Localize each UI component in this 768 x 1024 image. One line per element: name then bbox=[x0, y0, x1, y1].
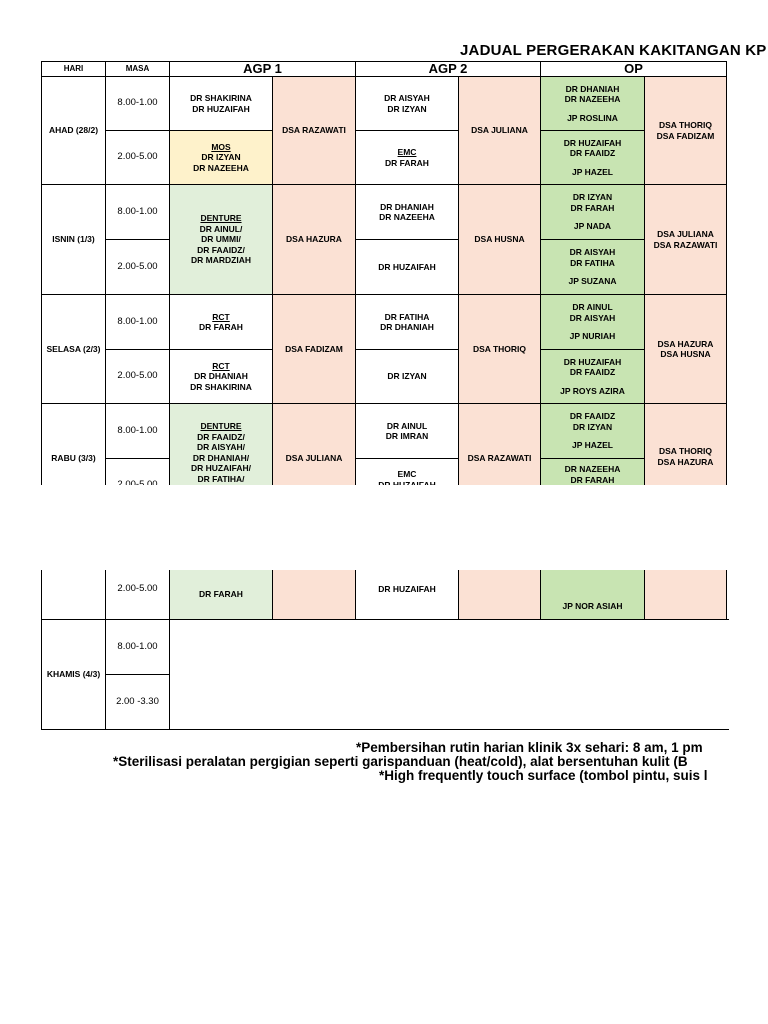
staff: DR HUZAIFAH bbox=[563, 137, 622, 148]
khamis-empty-block bbox=[169, 619, 729, 730]
agp2-slot bbox=[355, 403, 459, 459]
staff: DR FATIHA/ bbox=[197, 473, 245, 484]
note-cleaning: *Pembersihan rutin harian klinik 3x sehari: 8 am, 1 pm bbox=[356, 740, 703, 755]
agp2-dsa: DSA THORIQ bbox=[458, 294, 541, 404]
staff: DR IZYAN bbox=[387, 103, 427, 114]
jp-staff: JP NURIAH bbox=[569, 331, 616, 342]
staff: DSA RAZAWATI bbox=[467, 453, 532, 463]
staff: DSA HUSNA bbox=[660, 349, 711, 359]
op-dsa bbox=[644, 184, 727, 295]
agp2-dsa: DSA JULIANA bbox=[458, 76, 541, 185]
op-slot bbox=[540, 403, 645, 459]
jp-staff: JP ROYS AZIRA bbox=[560, 385, 625, 396]
jp-staff: JP ROSLINA bbox=[567, 112, 618, 123]
staff: DSA HAZURA bbox=[657, 338, 714, 349]
agp2-slot bbox=[355, 570, 459, 620]
staff: DR IMRAN bbox=[385, 431, 429, 441]
op-slot bbox=[540, 570, 645, 620]
agp2-slot bbox=[355, 76, 459, 131]
day-hari: KHAMIS (4/3) bbox=[41, 619, 106, 730]
task-label: RCT bbox=[212, 360, 230, 371]
staff: DR HUZAIFAH bbox=[563, 356, 622, 367]
staff: DR IZYAN bbox=[572, 192, 613, 203]
header-hari: HARI bbox=[41, 61, 106, 77]
jp-staff: JP HAZEL bbox=[572, 440, 613, 451]
agp2-dsa: DSA HUSNA bbox=[458, 184, 541, 295]
masa-morning: 8.00-1.00 bbox=[105, 619, 170, 675]
day-hari: SELASA (2/3) bbox=[41, 294, 106, 404]
note-touch-surface: *High frequently touch surface (tombol pintu, suis l bbox=[379, 768, 708, 783]
staff: DR SHAKIRINA bbox=[190, 381, 252, 392]
staff: DR UMMI/ bbox=[201, 234, 241, 245]
agp1-slot bbox=[169, 349, 273, 404]
masa-morning: 8.00-1.00 bbox=[105, 403, 170, 459]
masa-afternoon: 2.00-5.00 bbox=[105, 130, 170, 185]
task-label: RCT bbox=[212, 311, 230, 322]
staff: DSA RAZAWATI bbox=[653, 239, 718, 250]
staff: DSA HAZURA bbox=[657, 456, 714, 467]
staff: DR DHANIAH bbox=[565, 83, 620, 94]
header-agp1: AGP 1 bbox=[169, 61, 356, 77]
op-slot bbox=[540, 294, 645, 350]
masa-morning: 8.00-1.00 bbox=[105, 76, 170, 131]
staff: DR FAAIDZ bbox=[569, 367, 616, 378]
op-slot bbox=[540, 76, 645, 131]
staff: DR FARAH bbox=[199, 589, 243, 599]
masa-afternoon: 2.00 -3.30 bbox=[105, 674, 170, 730]
staff: DR AINUL/ bbox=[199, 223, 243, 234]
jp-staff: JP SUZANA bbox=[568, 276, 617, 287]
header-masa: MASA bbox=[105, 61, 170, 77]
staff: DR NAZEEHA bbox=[564, 464, 621, 474]
staff: DR FATIHA bbox=[570, 257, 615, 268]
agp2-slot bbox=[355, 349, 459, 404]
staff: DR IZYAN bbox=[387, 371, 427, 382]
staff: DSA THORIQ bbox=[658, 120, 713, 130]
day-hari-continued bbox=[41, 570, 106, 620]
task-label: EMC bbox=[397, 469, 417, 479]
staff: DR DHANIAH bbox=[380, 322, 434, 332]
staff: DSA THORIQ bbox=[658, 446, 713, 456]
staff: DR HUZAIFAH bbox=[378, 584, 436, 594]
agp2-slot bbox=[355, 239, 459, 295]
jp-staff: JP NADA bbox=[573, 221, 612, 232]
staff: DR AISYAH bbox=[569, 247, 616, 258]
day-hari: RABU (3/3) bbox=[41, 403, 106, 513]
masa-afternoon: 2.00-5.00 bbox=[105, 349, 170, 404]
staff: DR AINUL bbox=[572, 302, 613, 313]
agp1-dsa: DSA FADIZAM bbox=[272, 294, 356, 404]
task-label: MOS bbox=[211, 141, 231, 152]
op-slot bbox=[540, 184, 645, 240]
staff: DR IZYAN bbox=[201, 152, 241, 163]
agp1-slot bbox=[169, 76, 273, 131]
staff: DR AISYAH bbox=[569, 312, 616, 323]
agp1-dsa: DSA RAZAWATI bbox=[272, 76, 356, 185]
jp-staff: JP HAZEL bbox=[572, 166, 613, 177]
task-label: DENTURE bbox=[200, 213, 242, 224]
staff: DR FARAH bbox=[570, 202, 615, 213]
agp1-slot bbox=[169, 570, 273, 620]
staff: DR AINUL bbox=[386, 420, 428, 431]
note-sterilization: *Sterilisasi peralatan pergigian seperti garispanduan (heat/cold), alat bersentuhan kulit (B bbox=[113, 754, 688, 769]
agp1-slot bbox=[169, 294, 273, 350]
op-slot bbox=[540, 349, 645, 404]
task-label: EMC bbox=[397, 147, 417, 157]
header-agp2: AGP 2 bbox=[355, 61, 541, 77]
masa-morning: 8.00-1.00 bbox=[105, 184, 170, 240]
staff: DR AISYAH/ bbox=[196, 442, 246, 452]
day-hari: ISNIN (1/3) bbox=[41, 184, 106, 295]
agp1-dsa bbox=[272, 570, 356, 620]
staff: DR NAZEEHA bbox=[564, 94, 621, 105]
staff: DR MARDZIAH bbox=[191, 255, 251, 266]
staff: DR FAAIDZ/ bbox=[197, 431, 245, 442]
agp2-slot bbox=[355, 184, 459, 240]
masa-morning: 8.00-1.00 bbox=[105, 294, 170, 350]
day-hari: AHAD (28/2) bbox=[41, 76, 106, 185]
staff: DR IZYAN bbox=[572, 421, 613, 432]
staff: DR SHAKIRINA bbox=[190, 93, 252, 103]
staff: DR AISYAH bbox=[384, 93, 430, 103]
staff: DR NAZEEHA bbox=[193, 162, 249, 173]
staff: DR FAAIDZ/ bbox=[197, 244, 245, 255]
staff: DR HUZAIFAH/ bbox=[191, 463, 251, 473]
staff: DR DHANIAH bbox=[194, 371, 248, 382]
agp2-slot bbox=[355, 294, 459, 350]
agp2-dsa bbox=[458, 570, 541, 620]
staff: DR FARAH bbox=[570, 474, 615, 485]
staff: DSA JULIANA bbox=[285, 453, 343, 463]
op-dsa bbox=[644, 294, 727, 404]
staff: DSA FADIZAM bbox=[656, 130, 715, 141]
staff: DR FAAIDZ bbox=[569, 411, 616, 422]
staff: DSA JULIANA bbox=[657, 229, 714, 239]
staff: DR HUZAIFAH bbox=[378, 261, 436, 272]
masa-label: 2.00-5.00 bbox=[117, 583, 158, 594]
staff: DR HUZAIFAH bbox=[192, 103, 250, 114]
header-op: OP bbox=[540, 61, 727, 77]
op-dsa bbox=[644, 570, 727, 620]
staff: DR DHANIAH/ bbox=[192, 452, 250, 463]
agp2-slot bbox=[355, 130, 459, 185]
op-dsa bbox=[644, 76, 727, 185]
masa-afternoon: 2.00-5.00 bbox=[105, 239, 170, 295]
agp1-slot bbox=[169, 130, 273, 185]
staff: DR NAZEEHA bbox=[379, 212, 435, 222]
staff: DR FARAH bbox=[199, 322, 243, 332]
op-slot bbox=[540, 239, 645, 295]
jp-staff: JP NOR ASIAH bbox=[562, 600, 623, 611]
agp1-slot bbox=[169, 184, 273, 295]
page-title: JADUAL PERGERAKAN KAKITANGAN KP bbox=[460, 42, 767, 59]
task-label: DENTURE bbox=[200, 421, 242, 431]
op-slot bbox=[540, 130, 645, 185]
staff: DR FATIHA bbox=[384, 311, 430, 322]
masa-afternoon bbox=[105, 570, 170, 620]
agp1-dsa: DSA HAZURA bbox=[272, 184, 356, 295]
staff: DR FARAH bbox=[385, 157, 429, 168]
staff: DR FAAIDZ bbox=[569, 148, 616, 159]
staff: DR DHANIAH bbox=[380, 201, 434, 212]
